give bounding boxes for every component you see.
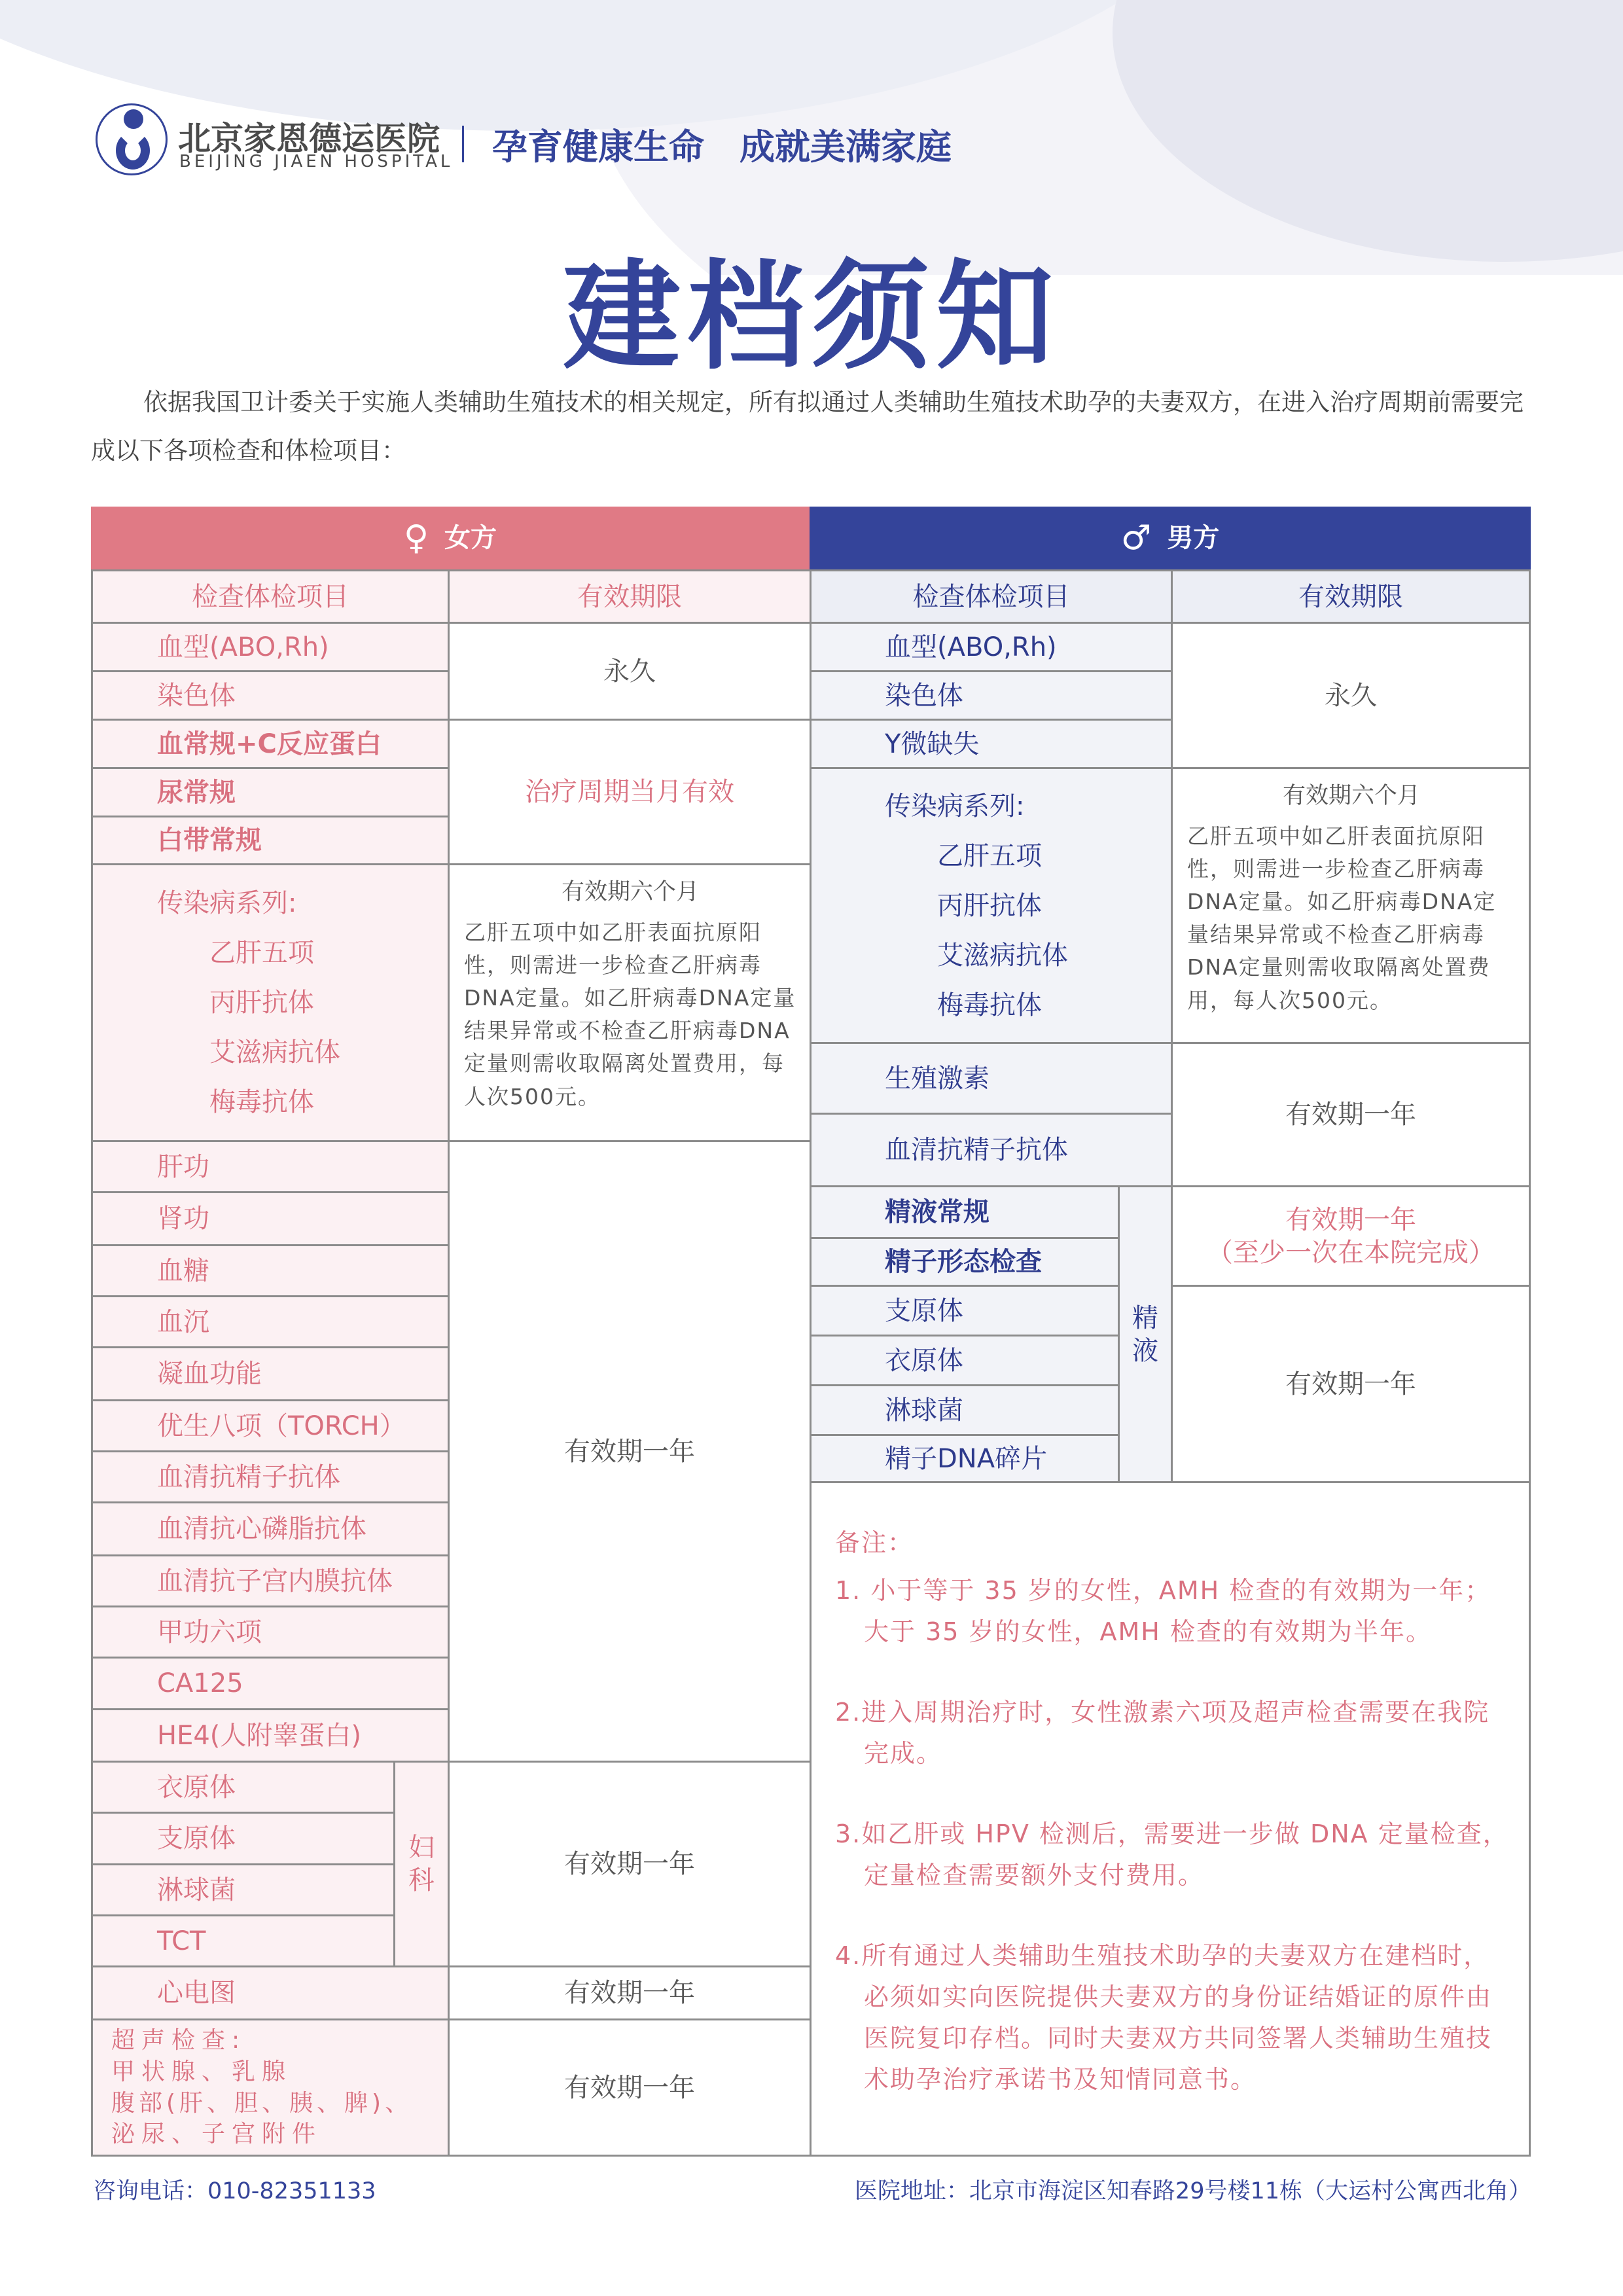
male-validity-infectious	[1171, 767, 1531, 1044]
male-col-valid: 有效期限	[1171, 569, 1531, 624]
male-item: 精子形态检查	[810, 1237, 1120, 1287]
female-item: 尿常规	[91, 767, 450, 817]
male-validity: 永久	[1171, 622, 1531, 769]
female-item: 白带常规	[91, 816, 450, 865]
female-header	[91, 507, 810, 569]
notes-box	[810, 1481, 1531, 2157]
male-symbol-icon: ♂	[1120, 518, 1152, 558]
female-item: 血清抗心磷脂抗体	[91, 1501, 450, 1556]
female-col-item: 检查体检项目	[91, 569, 450, 624]
male-item: 淋球菌	[810, 1384, 1120, 1436]
male-col-item: 检查体检项目	[810, 569, 1173, 624]
page-title: 建档须知	[562, 247, 1060, 386]
female-item: 丙肝抗体	[209, 988, 314, 1018]
female-item: 甲状腺、乳腺	[111, 2058, 293, 2085]
female-item: 凝血功能	[91, 1346, 450, 1401]
validity-title: 有效期六个月	[1282, 783, 1420, 809]
male-infectious-group	[810, 767, 1173, 1044]
female-validity: 有效期一年	[448, 1965, 812, 2020]
gyn-label: 妇科	[393, 1761, 450, 1967]
female-infectious-group	[91, 863, 450, 1142]
female-item: 肝功	[91, 1140, 450, 1193]
male-validity: 有效期一年	[1171, 1285, 1531, 1483]
male-item: 乙肝五项	[937, 840, 1042, 871]
female-validity: 有效期一年	[448, 1761, 812, 1967]
female-item: 超声检查:	[111, 2027, 247, 2054]
validity-title: 有效期一年	[1285, 1204, 1416, 1235]
validity-title: 有效期六个月	[561, 879, 699, 905]
female-validity: 治疗周期当月有效	[448, 719, 812, 865]
female-item: 肾功	[91, 1191, 450, 1246]
male-item: 传染病系列:	[885, 791, 1025, 821]
male-header	[810, 507, 1531, 569]
notes-title: 备注：	[835, 1528, 914, 1557]
note-item: 2.进入周期治疗时，女性激素六项及超声检查需要在我院完成。	[835, 1698, 1490, 1768]
male-item: 精液常规	[810, 1185, 1120, 1239]
female-item: 血清抗精子抗体	[91, 1450, 450, 1503]
female-item: 传染病系列:	[157, 888, 297, 918]
footer-address: 医院地址：北京市海淀区知春路29号楼11栋（大运村公寓西北角）	[854, 2178, 1531, 2204]
female-item: 支原体	[91, 1812, 395, 1865]
male-item: 艾滋病抗体	[937, 940, 1068, 971]
female-validity: 有效期一年	[448, 2018, 812, 2157]
female-item: 淋球菌	[91, 1863, 395, 1916]
female-item: 血常规+C反应蛋白	[91, 719, 450, 769]
male-validity-semen	[1171, 1185, 1531, 1287]
male-item: 支原体	[810, 1285, 1120, 1336]
female-item: 染色体	[91, 670, 450, 721]
female-item: CA125	[91, 1657, 450, 1710]
female-item: 血清抗子宫内膜抗体	[91, 1554, 450, 1607]
hospital-name: 北京家恩德运医院	[178, 120, 440, 158]
female-label: 女方	[444, 523, 497, 553]
female-item: 心电图	[91, 1965, 450, 2020]
male-item: 精子DNA碎片	[810, 1434, 1120, 1483]
female-item: 优生八项（TORCH）	[91, 1399, 450, 1452]
female-validity-infectious	[448, 863, 812, 1142]
female-item: 甲功六项	[91, 1605, 450, 1659]
female-item: TCT	[91, 1914, 395, 1967]
validity-note: （至少一次在本院完成）	[1207, 1237, 1495, 1268]
female-validity: 有效期一年	[448, 1140, 812, 1763]
note-item: 1. 小于等于 35 岁的女性，AMH 检查的有效期为一年；大于 35 岁的女性，AMH 检查的有效期为半年。	[835, 1576, 1491, 1646]
female-item: 乙肝五项	[209, 938, 314, 968]
validity-note: 乙肝五项中如乙肝表面抗原阳性，则需进一步检查乙肝病毒DNA定量。如乙肝病毒DNA定量结果异常或不检查乙肝病毒DNA定量则需收取隔离处置费用，每人次500元。	[1187, 823, 1497, 1013]
male-item: 血清抗精子抗体	[810, 1113, 1173, 1187]
female-item: 血糖	[91, 1244, 450, 1297]
male-item: 衣原体	[810, 1335, 1120, 1386]
male-item: 梅毒抗体	[937, 990, 1042, 1020]
male-validity: 有效期一年	[1171, 1042, 1531, 1187]
female-item: 衣原体	[91, 1761, 395, 1814]
female-item: HE4(人附睾蛋白)	[91, 1708, 450, 1763]
female-item: 梅毒抗体	[209, 1087, 314, 1117]
female-item: 血型(ABO,Rh)	[91, 622, 450, 672]
male-item: 丙肝抗体	[937, 890, 1042, 921]
female-ultrasound-group	[91, 2018, 450, 2157]
divider	[462, 126, 464, 162]
female-item: 艾滋病抗体	[209, 1037, 340, 1067]
female-validity: 永久	[448, 622, 812, 721]
female-item: 腹部(肝、胆、胰、脾)、	[111, 2089, 413, 2117]
note-item: 4.所有通过人类辅助生殖技术助孕的夫妻双方在建档时，必须如实向医院提供夫妻双方的身份证结婚证的原件由医院复印存档。同时夫妻双方共同签署人类辅助生殖技术助孕治疗承诺书及知情同意书。	[835, 1941, 1493, 2094]
male-item: Y微缺失	[810, 719, 1173, 769]
male-item: 染色体	[810, 670, 1173, 721]
female-col-valid: 有效期限	[448, 569, 812, 624]
validity-note: 乙肝五项中如乙肝表面抗原阳性，则需进一步检查乙肝病毒DNA定量。如乙肝病毒DNA定量结果异常或不检查乙肝病毒DNA定量则需收取隔离处置费用，每人次500元。	[464, 919, 796, 1109]
hospital-name-en: BEIJING JIAEN HOSPITAL	[179, 152, 454, 171]
male-label: 男方	[1167, 523, 1220, 553]
hospital-logo	[96, 103, 168, 175]
footer-phone: 咨询电话：010-82351133	[93, 2178, 376, 2204]
male-item: 血型(ABO,Rh)	[810, 622, 1173, 672]
intro-text: 依据我国卫计委关于实施人类辅助生殖技术的相关规定，所有拟通过人类辅助生殖技术助孕的夫妻双方，在进入治疗周期前需要完成以下各项检查和体检项目：	[91, 388, 1524, 465]
female-item: 血沉	[91, 1295, 450, 1348]
female-symbol-icon: ♀	[403, 518, 429, 558]
semen-label: 精液	[1118, 1185, 1173, 1483]
note-item: 3.如乙肝或 HPV 检测后，需要进一步做 DNA 定量检查，定量检查需要额外支付费用。	[835, 1820, 1509, 1890]
female-item: 泌尿、子宫附件	[111, 2121, 323, 2148]
slogan: 孕育健康生命 成就美满家庭	[492, 126, 952, 168]
male-item: 生殖激素	[810, 1042, 1173, 1115]
